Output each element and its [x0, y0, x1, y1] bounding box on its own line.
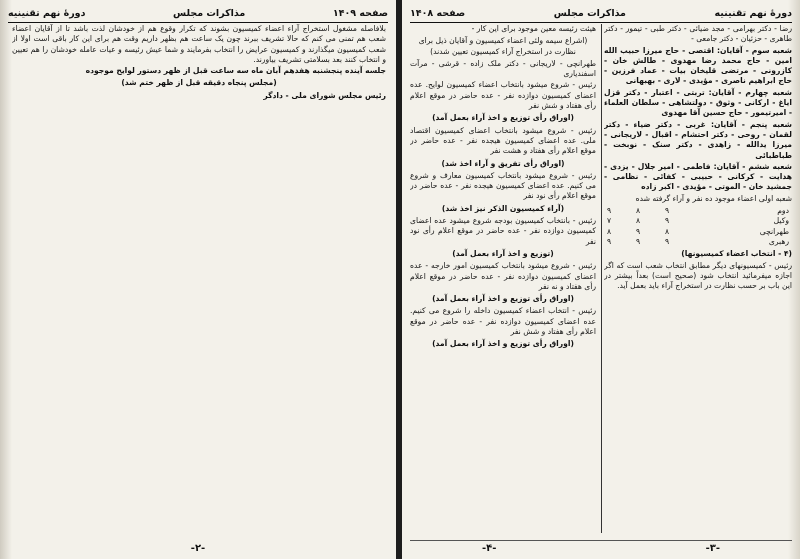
- footer-rule: [410, 540, 792, 541]
- page-edge-shadow: [0, 0, 12, 559]
- right-page-number-second: -۴-: [482, 543, 497, 554]
- paragraph: رئیس - شروع میشود بانتخاب اعضای کمیسیون اقتصاد ملی. عده اعضای کمیسیون هیجده نفر - عده حاضر در موقع اعلام رأی هفتاد و هشت نفر: [410, 125, 596, 156]
- right-page: [402, 0, 800, 559]
- bold-paragraph: شعبه چهارم - آقایان: تربتی - اعتبار - دکتر قزل ایاغ - ارکانی - وثوق - دولتشاهی - سلطان العلماء - امیرتیمور - حاج حسین آقا مهدوی: [604, 87, 792, 118]
- left-page-number: -۲-: [190, 543, 206, 554]
- vote-count-cell: ۹: [607, 236, 612, 246]
- procedural-note: (اوراق رأی توزیع و اخذ آراء بعمل آمد): [432, 339, 574, 349]
- procedural-note: (آراء کمیسیون الذکر نیز اخذ شد): [441, 203, 565, 213]
- procedural-note: (اوراق رأی توزیع و اخذ آراء بعمل آمد): [432, 294, 574, 304]
- procedural-note: (اوراق رأی توزیع و اخذ آراء بعمل آمد): [432, 113, 574, 123]
- column-divider: [601, 24, 602, 533]
- vote-count-cell: ۸: [664, 226, 670, 236]
- vote-count-cell: ۷: [607, 216, 612, 226]
- vote-count-cell: ۹: [636, 226, 641, 236]
- vote-count-cell: ۹: [664, 206, 670, 216]
- bold-paragraph: (۴ - انتخاب اعضاء کمیسیونها): [681, 249, 792, 259]
- procedural-note: (اوراق رأی تفریق و آراء اخذ شد): [441, 158, 565, 168]
- journal-title: مذاکرات مجلس: [173, 7, 246, 19]
- header-rule: [410, 22, 792, 23]
- table-row: [604, 216, 792, 226]
- left-page: [0, 0, 396, 559]
- session-label: دورهٔ نهم تقنینیه: [8, 7, 86, 19]
- paragraph: شعبه اولی اعضاء موجود ده نفر و آراء گرفته شده: [635, 193, 792, 203]
- procedural-note: (اشراع سیمه ولئی اعضاء کمیسیون و آقایان ذیل برای نظارت در استخراج آراء کمیسیون تعیین شدند): [418, 36, 588, 56]
- page-number-label: صفحه ۱۴۰۸: [410, 7, 466, 19]
- paragraph: رئیس - شروع میشود بانتخاب کمیسیون معارف و شروع می کنیم. عده اعضای کمیسیون هیجده نفر - عده حاضر در موقع اعلام رأی نود نفر: [410, 170, 596, 201]
- paragraph: رئیس - شروع میشود بانتخاب کمیسیون امور خارجه - عده اعضای کمیسیون دوازده نفر - عده حاضر در موقع اعلام رأی هفتاد و نه نفر: [410, 261, 596, 291]
- bold-paragraph: رئیس مجلس شورای ملی - دادگر: [263, 90, 386, 100]
- table-row: [604, 237, 792, 247]
- vote-count-cell: ۹: [664, 216, 670, 226]
- right-column-second: [410, 24, 596, 535]
- vote-count-cell: ۸: [636, 206, 641, 216]
- paragraph: رئیس - کمیسیونهای دیگر مطابق انتخاب شعب است که اگر اجازه میفرمائید انتخاب شود (صحیح است) بعداً بیشتر در این باب بر حسب نظارت در استخراج آراء باید بعمل آید.: [604, 260, 792, 291]
- right-column-first: [604, 24, 792, 535]
- vote-count-cell: ۹: [607, 206, 612, 216]
- paragraph: هیئت رئیسه معین موجود برای این کار -: [471, 24, 596, 33]
- bold-paragraph: شعبه پنجم - آقایان: غربی - دکتر ضیاء - دکتر لقمان - روحی - دکتر احتشام - اقبال - لاریجانی - میرزا یدالله - زاهدی - دکتر سنک - نوبخت - طباطبائی: [604, 119, 792, 160]
- paragraph: رئیس - شروع میشود بانتخاب اعضاء کمیسیون لوایح. عده اعضای کمیسیون دوازده نفر - عده حاضر در موقع اعلام رأی هفتاد و شش نفر: [410, 80, 596, 111]
- member-name: رهبری: [768, 236, 789, 246]
- paragraph: رضا - دکتر بهرامی - مجد ضیائی - دکتر طبی - تیمور - دکتر طاهری - حزئیان - دکتر جامعی -: [604, 24, 792, 44]
- bold-paragraph: جلسه آینده پنجشنبه هفدهم آبان ماه سه ساعت قبل از ظهر دستور لوایح موجوده: [85, 66, 386, 76]
- paragraph: رئیس - انتخاب اعضاء کمیسیون داخله را شروع می کنیم. عده اعضای کمیسیون دوازده نفر - عده حاضر در موقع اعلام رأی هفتاد و شش نفر: [410, 306, 596, 337]
- page-number-label: صفحه ۱۴۰۹: [332, 7, 388, 19]
- vote-count-cell: ۸: [636, 216, 641, 226]
- paragraph: طهرانچی - لاریجانی - دکتر ملک زاده - قرشی - مرآت اسفندیاری: [410, 58, 596, 79]
- right-page-header: [410, 6, 792, 20]
- member-name: طهرانچی: [759, 226, 789, 236]
- member-name: وکیل: [773, 216, 789, 226]
- table-row: [604, 227, 792, 237]
- bold-paragraph: شعبه سوم - آقایان: اقتصی - حاج میرزا حبیب الله امین - حاج محمد رضا مهدوی - طالش خان - کازرونی - مرتضی قلیخان بیات - عماد فرزین - حاج ابراهیم ناصری - مؤیدی - لاری - بهبهانی: [604, 45, 792, 86]
- journal-title: مذاکرات مجلس: [553, 7, 626, 19]
- procedural-note: (توزیع و اخذ آراء بعمل آمد): [452, 248, 554, 258]
- paragraph: رئیس - بانتخاب کمیسیون بودجه شروع میشود عده اعضای کمیسیون دوازده نفر - عده حاضر در موقع اعلام رأی نود نفر: [410, 216, 596, 246]
- session-label: دورهٔ نهم تقنینیه: [714, 7, 792, 19]
- vote-count-cell: ۹: [664, 236, 670, 246]
- right-page-number: -۳-: [705, 543, 720, 554]
- member-name: دوم: [777, 206, 789, 216]
- left-page-text: [12, 24, 386, 535]
- table-row: [604, 206, 792, 216]
- vote-count-cell: ۹: [636, 236, 641, 246]
- vote-count-table: [604, 206, 792, 247]
- left-page-header: [8, 6, 388, 20]
- paragraph: بلافاصله مشغول استخراج آراء اعضاء کمیسیون بشوند که تکرار وقوع هم از خودشان لذت باشد تا از آقایان اعضاء شعب هم تمنی می کنم که حالا تشریف ببرند چون یک ساعت هم بظهر داریم وقت هم برای این کار باقی است اولا از شعب کمیسیون میگذارند و کمیسیون عرایض را انتخاب بفرمایند و شما عیش رئیسه و عیات عامله خودشان را هم تعیین و انتخاب کنند بعد بسلامتی تشریف بیاورند.: [12, 24, 386, 64]
- bold-paragraph: شعبه ششم - آقایان: فاطمی - امیر جلال - یزدی - هدایت - کرکانی - حبیبی - کفائی - نظامی - جمشید خان - الموتی - مؤیدی - اکبر زاده: [604, 161, 792, 192]
- vote-count-cell: ۸: [607, 226, 612, 236]
- header-rule: [8, 22, 388, 23]
- procedural-note: (مجلس پنجاه دقیقه قبل از ظهر ختم شد): [121, 78, 277, 88]
